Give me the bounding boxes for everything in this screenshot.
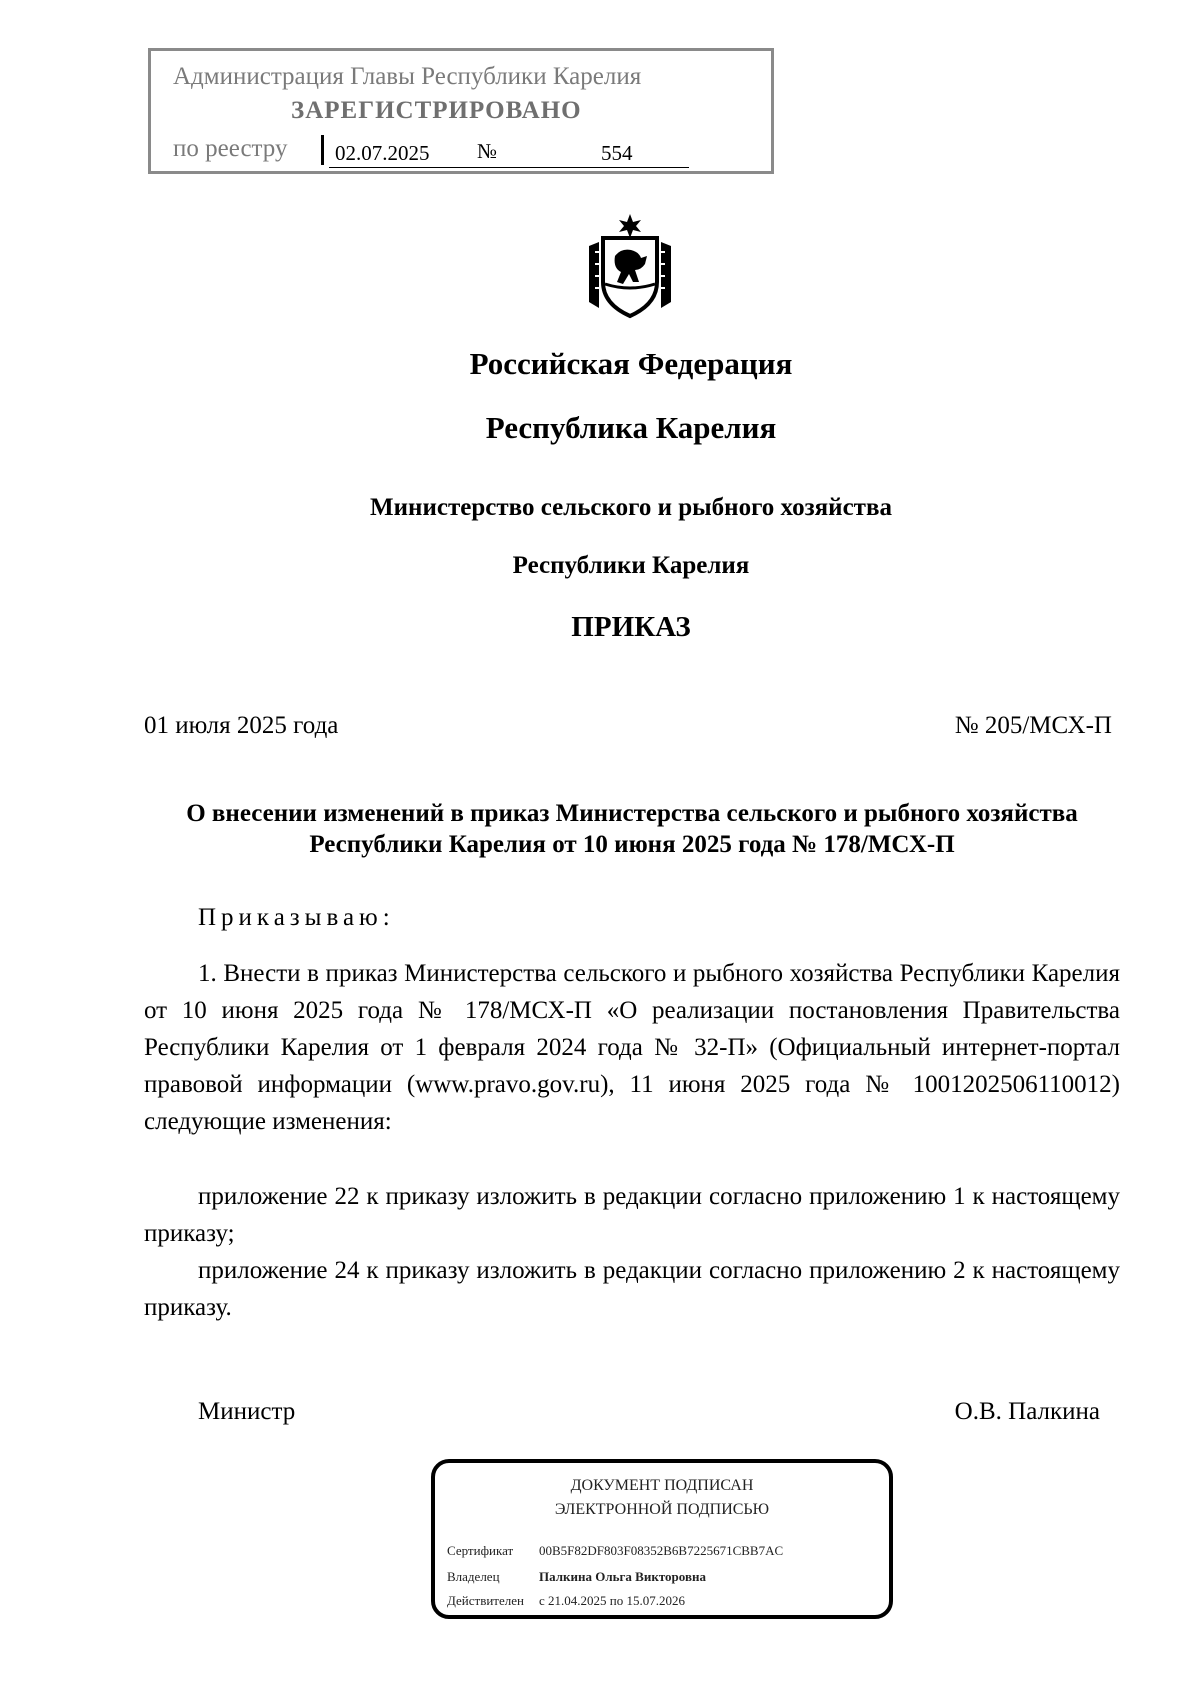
esig-validity-row xyxy=(447,1593,685,1609)
esig-title-line1: ДОКУМЕНТ ПОДПИСАН xyxy=(570,1477,754,1494)
paragraph-2: приложение 22 к приказу изложить в редакции согласно приложению 1 к настоящему приказу; xyxy=(144,1183,1120,1247)
registration-number: 554 xyxy=(601,141,633,165)
registration-stamp xyxy=(148,48,774,174)
esig-owner-row xyxy=(447,1569,706,1585)
registration-date: 02.07.2025 xyxy=(335,141,430,165)
paragraph-1: 1. Внести в приказ Министерства сельского и рыбного хозяйства Республики Карелия от 10 июня 2025 года № 178/МСХ-П «О реализации постановления Правительства Республики Карелия от 1 февраля 2024 года № 32-П» (Официальный интернет-портал правовой информации (www.pravo.gov.ru), 11 июня 2025 года № 1001202506110012) следующие изменения: xyxy=(144,960,1120,1135)
esig-title-line2: ЭЛЕКТРОННОЙ ПОДПИСЬЮ xyxy=(554,1501,770,1518)
electronic-signature-stamp xyxy=(431,1459,893,1619)
signatory-name: О.В. Палкина xyxy=(954,1398,1100,1425)
ministry-heading-line2: Республики Карелия xyxy=(512,552,750,579)
registration-stamp-register-label: по реестру xyxy=(173,135,288,162)
order-number: № 205/МСХ-П xyxy=(954,712,1112,739)
order-directive: Приказываю: xyxy=(198,904,395,931)
document-type-heading: ПРИКАЗ xyxy=(571,611,691,643)
registration-stamp-divider xyxy=(321,135,324,165)
esig-validity-label: Действителен xyxy=(447,1593,524,1608)
esig-owner-label: Владелец xyxy=(447,1569,500,1584)
country-heading: Российская Федерация xyxy=(469,346,793,381)
registration-stamp-status: ЗАРЕГИСТРИРОВАНО xyxy=(291,97,582,124)
registration-stamp-authority: Администрация Главы Республики Карелия xyxy=(173,63,642,90)
registration-underline xyxy=(329,167,689,168)
esig-owner-value: Палкина Ольга Викторовна xyxy=(539,1569,706,1584)
esig-certificate-row xyxy=(447,1543,784,1559)
ministry-heading-line1: Министерство сельского и рыбного хозяйства xyxy=(370,494,892,521)
paragraph-3: приложение 24 к приказу изложить в редакции согласно приложению 2 к настоящему приказу. xyxy=(144,1257,1120,1321)
signatory-position: Министр xyxy=(198,1398,296,1425)
esig-certificate-value: 00B5F82DF803F08352B6B7225671CBB7AC xyxy=(539,1543,784,1558)
karelia-coat-of-arms-icon xyxy=(585,212,675,322)
order-subject: О внесении изменений в приказ Министерства сельского и рыбного хозяйства Республики Карелия от 10 июня 2025 года № 178/МСХ-П xyxy=(186,800,1078,858)
esig-certificate-label: Сертификат xyxy=(447,1543,514,1558)
esig-validity-value: с 21.04.2025 по 15.07.2026 xyxy=(539,1593,685,1608)
registration-number-sign: № xyxy=(477,139,498,163)
order-date: 01 июля 2025 года xyxy=(144,712,339,739)
republic-heading: Республика Карелия xyxy=(485,410,777,445)
